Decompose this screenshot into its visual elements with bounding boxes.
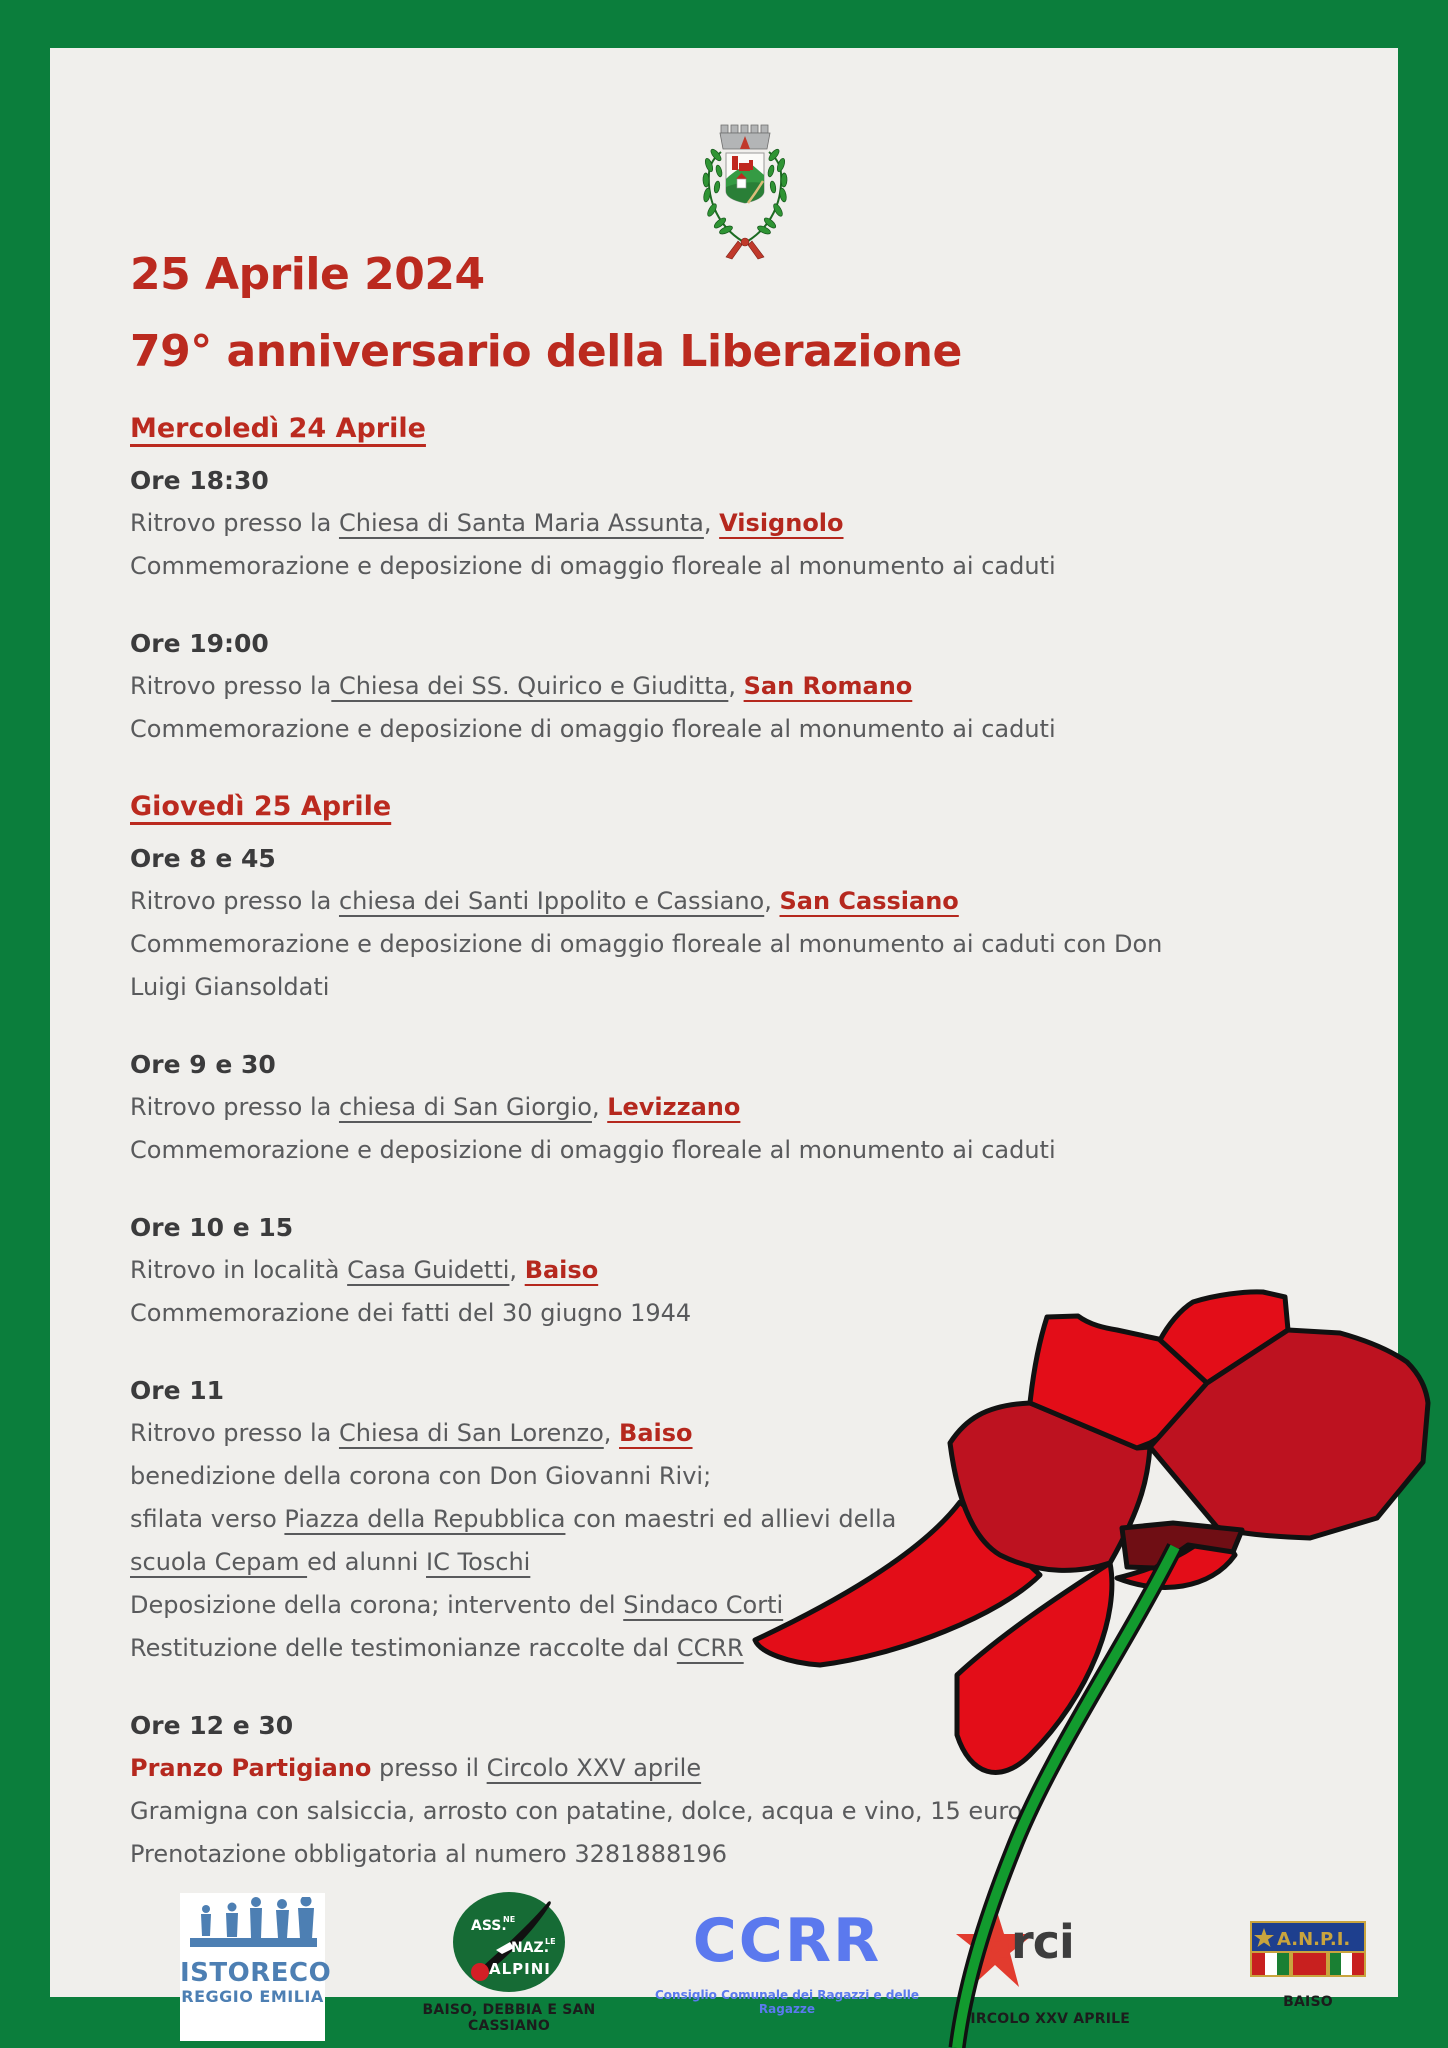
arci-caption: CIRCOLO XXV APRILE — [959, 2011, 1131, 2027]
svg-text:ASS.: ASS. — [471, 1918, 507, 1934]
text-segment: Chiesa di Santa Maria Assunta — [338, 509, 704, 537]
svg-text:LE: LE — [545, 1937, 556, 1946]
anpi-caption: BAISO — [1283, 1994, 1333, 2010]
istoreco-people-icon — [184, 1897, 321, 1953]
text-segment: Prenotazione obbligatoria al numero 3281888196 — [130, 1840, 728, 1868]
event-line — [130, 923, 1430, 966]
istoreco-wordmark: ISTORECO — [180, 1958, 332, 1988]
text-segment: , — [591, 1093, 608, 1121]
text-segment: San Romano — [743, 672, 913, 700]
alpini-badge-icon — [447, 1892, 571, 1992]
ccrr-caption: Consiglio Comunale dei Ragazzi e delle Ragazze — [655, 1988, 919, 2016]
text-segment: scuola Cepam — [130, 1548, 308, 1576]
text-segment: Commemorazione e deposizione di omaggio floreale al monumento ai caduti — [130, 715, 1056, 743]
text-segment: Commemorazione e deposizione di omaggio floreale al monumento ai caduti — [130, 552, 1056, 580]
event-time: Ore 19:00 — [130, 629, 269, 658]
event-line — [130, 1129, 1430, 1172]
event-time: Ore 10 e 15 — [130, 1213, 294, 1242]
text-segment: Piazza della Repubblica — [284, 1505, 566, 1533]
text-segment: Chiesa di San Lorenzo — [338, 1419, 604, 1447]
text-segment: benedizione della corona con Don Giovanni Rivi; — [130, 1462, 712, 1490]
text-segment: Baiso — [619, 1419, 693, 1447]
event-line — [130, 1086, 1430, 1129]
text-segment: Circolo XXV aprile — [486, 1754, 702, 1782]
arci-wordmark: arci — [981, 1915, 1074, 1969]
text-segment: , — [603, 1419, 620, 1447]
event-time: Ore 12 e 30 — [130, 1711, 294, 1740]
text-segment: Restituzione delle testimonianze raccolte dal — [130, 1634, 677, 1662]
text-segment: con maestri ed allievi della — [565, 1505, 897, 1533]
text-segment: Sindaco Corti — [623, 1591, 784, 1619]
event — [130, 622, 1430, 751]
istoreco-logo — [180, 1893, 332, 2041]
event-line — [130, 545, 1430, 588]
text-segment: San Cassiano — [779, 887, 959, 915]
event — [130, 837, 1430, 1009]
text-segment: Ritrovo presso la — [130, 1093, 339, 1121]
alpini-caption: BAISO, DEBBIA E SAN CASSIANO — [422, 2002, 596, 2034]
svg-text:ALPINI: ALPINI — [489, 1960, 551, 1978]
text-segment: , — [509, 1256, 525, 1284]
event-time: Ore 9 e 30 — [130, 1050, 276, 1079]
event — [130, 459, 1430, 588]
alpini-logo — [399, 1892, 619, 2034]
municipal-coat-of-arms-icon — [690, 114, 800, 266]
text-segment: Luigi Giansoldati — [130, 973, 330, 1001]
text-segment: sfilata verso — [130, 1505, 285, 1533]
text-segment: Commemorazione dei fatti del 30 giugno 1944 — [130, 1299, 692, 1327]
ccrr-wordmark: CCRR — [692, 1906, 882, 1976]
section-heading: Mercoledì 24 Aprile — [130, 413, 426, 444]
event — [130, 1043, 1430, 1172]
istoreco-subtitle: REGGIO EMILIA — [181, 1987, 324, 2006]
event-line — [130, 966, 1430, 1009]
text-segment: Ritrovo presso la — [130, 509, 339, 537]
text-segment: Commemorazione e deposizione di omaggio floreale al monumento ai caduti — [130, 1136, 1056, 1164]
text-segment: Gramigna con salsiccia, arrosto con patatine, dolce, acqua e vino, 15 euro. — [130, 1797, 1030, 1825]
text-segment: Commemorazione e deposizione di omaggio floreale al monumento ai caduti con Don — [130, 930, 1163, 958]
text-segment: Ritrovo presso la — [130, 672, 332, 700]
event-line — [130, 502, 1430, 545]
svg-text:NE: NE — [503, 1915, 516, 1924]
svg-text:A.N.P.I.: A.N.P.I. — [1277, 1929, 1351, 1950]
event-line — [130, 708, 1430, 751]
event-time: Ore 18:30 — [130, 466, 269, 495]
text-segment: Chiesa dei SS. Quirico e Giuditta — [331, 672, 729, 700]
text-segment: Casa Guidetti — [347, 1256, 510, 1284]
svg-text:NAZ.: NAZ. — [511, 1940, 550, 1956]
text-segment: presso il — [371, 1754, 487, 1782]
poppy-flower-icon — [700, 1255, 1448, 2048]
text-segment: IC Toschi — [426, 1548, 531, 1576]
text-segment: Levizzano — [607, 1093, 741, 1121]
text-segment: , — [764, 887, 780, 915]
text-segment: chiesa dei Santi Ippolito e Cassiano — [338, 887, 765, 915]
text-segment: CCRR — [676, 1634, 744, 1662]
text-segment: , — [703, 509, 720, 537]
text-segment: Visignolo — [719, 509, 844, 537]
section-heading: Giovedì 25 Aprile — [130, 791, 392, 822]
page-title-line1: 25 Aprile 2024 — [130, 249, 485, 300]
text-segment: Pranzo Partigiano — [130, 1754, 372, 1782]
event-line — [130, 880, 1430, 923]
text-segment: Ritrovo in località — [130, 1256, 348, 1284]
text-segment: chiesa di San Giorgio — [338, 1093, 592, 1121]
text-segment: , — [728, 672, 744, 700]
text-segment: Baiso — [524, 1256, 599, 1284]
event-line — [130, 665, 1430, 708]
text-segment: ed alunni — [307, 1548, 427, 1576]
text-segment: Deposizione della corona; intervento del — [130, 1591, 624, 1619]
text-segment: Ritrovo presso la — [130, 1419, 339, 1447]
text-segment: Ritrovo presso la — [130, 887, 339, 915]
page-title-line2: 79° anniversario della Liberazione — [130, 326, 962, 377]
event-time: Ore 11 — [130, 1376, 225, 1405]
event-time: Ore 8 e 45 — [130, 844, 276, 873]
